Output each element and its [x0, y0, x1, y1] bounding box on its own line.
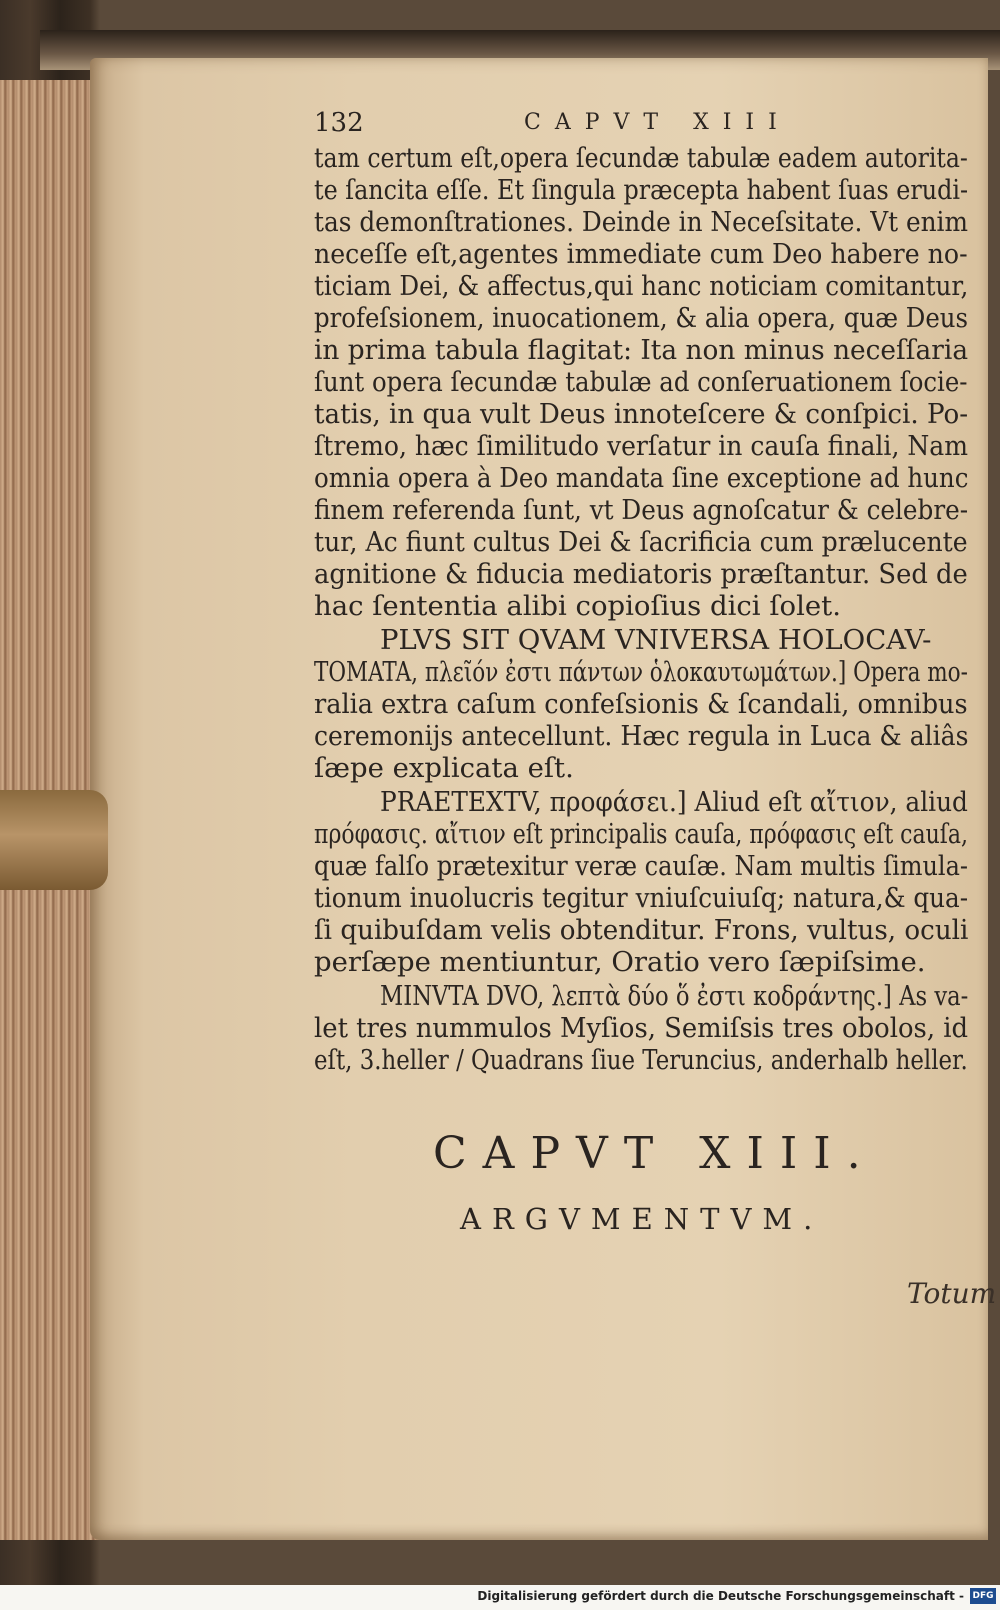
text-line: ticiam Dei, & affectus,qui hanc noticiam comitantur,	[314, 270, 969, 302]
text-line: tam certum eſt,opera ſecundæ tabulæ eadem autorita-	[314, 142, 968, 174]
text-line: omnia opera à Deo mandata ſine exceptione ad hunc	[314, 462, 969, 494]
footer-credit: Digitalisierung gefördert durch die Deutsche Forschungsgemeinschaft -	[477, 1589, 964, 1603]
text-line: te ſancita eſſe. Et ſingula præcepta habent ſuas erudi-	[314, 174, 969, 206]
argument-heading: ARGVMENTVM.	[460, 1202, 824, 1236]
text-line: in prima tabula flagitat: Ita non minus neceſſaria	[314, 334, 969, 366]
lemma-line: PLVS SIT QVAM VNIVERSA HOLOCAV-	[380, 624, 932, 656]
text-line: finem referenda ſunt, vt Deus agnoſcatur & celebre-	[314, 494, 969, 526]
lemma-line: PRAETEXTV, προφάσει.] Aliud eſt αἴτιον, aliud	[380, 786, 968, 818]
text-line: ſi quibuſdam velis obtenditur. Frons, vultus, oculi	[314, 914, 969, 946]
text-line: ceremonijs antecellunt. Hæc regula in Luca & aliâs	[314, 720, 969, 752]
clasp-strap	[0, 790, 108, 890]
lemma-line: TOMATA, πλεῖόν ἐστι πάντων ὁλοκαυτωμάτων.] Opera mo-	[314, 656, 968, 688]
text-line: profeſsionem, inuocationem, & alia opera, quæ Deus	[314, 302, 969, 334]
text-line: tas demonſtrationes. Deinde in Neceſsitate. Vt enim	[314, 206, 968, 238]
page-number: 132	[314, 108, 364, 138]
text-line: ſunt opera ſecundæ tabulæ ad conſeruationem ſocie-	[314, 366, 968, 398]
text-line: ſtremo, hæc ſimilitudo verſatur in cauſa finali, Nam	[314, 430, 968, 462]
text-line: ſæpe explicata eſt.	[314, 752, 574, 784]
lemma-line: MINVTA DVO, λεπτὰ δύο ὅ ἐστι κοδράντης.] As va-	[380, 980, 969, 1012]
catchword: Totum	[907, 1277, 997, 1310]
footer-bar	[0, 1585, 1000, 1610]
text-line: πρόφασις. αἴτιον eſt principalis cauſa, πρόφασις eſt cauſa,	[314, 818, 969, 850]
text-line: hac ſententia alibi copioſius dici ſolet.	[314, 590, 841, 622]
text-line: quæ falſo prætexitur veræ cauſæ. Nam multis ſimula-	[314, 850, 968, 882]
text-line: tatis, in qua vult Deus innoteſcere & conſpici. Po-	[314, 398, 969, 430]
text-line: ralia extra caſum confeſsionis & ſcandali, omnibus	[314, 688, 968, 720]
text-line: tur, Ac fiunt cultus Dei & ſacrificia cum prælucente	[314, 526, 968, 558]
running-title: CAPVT XIII	[524, 110, 791, 135]
text-line: agnitione & fiducia mediatoris præſtantur. Sed de	[314, 558, 968, 590]
text-line: tionum inuolucris tegitur vniuſcuiuſq; natura,& qua-	[314, 882, 969, 914]
text-line: eſt, 3.heller / Quadrans ſiue Teruncius, anderhalb heller.	[314, 1044, 968, 1076]
running-head	[314, 108, 814, 142]
chapter-heading: CAPVT XIII.	[433, 1128, 877, 1179]
text-line: neceſſe eſt,agentes immediate cum Deo habere no-	[314, 238, 968, 270]
text-line: perſæpe mentiuntur, Oratio vero ſæpiſsime.	[314, 946, 926, 978]
dfg-logo: DFG	[970, 1588, 996, 1604]
text-line: let tres nummulos Myſios, Semiſsis tres obolos, id	[314, 1012, 969, 1044]
